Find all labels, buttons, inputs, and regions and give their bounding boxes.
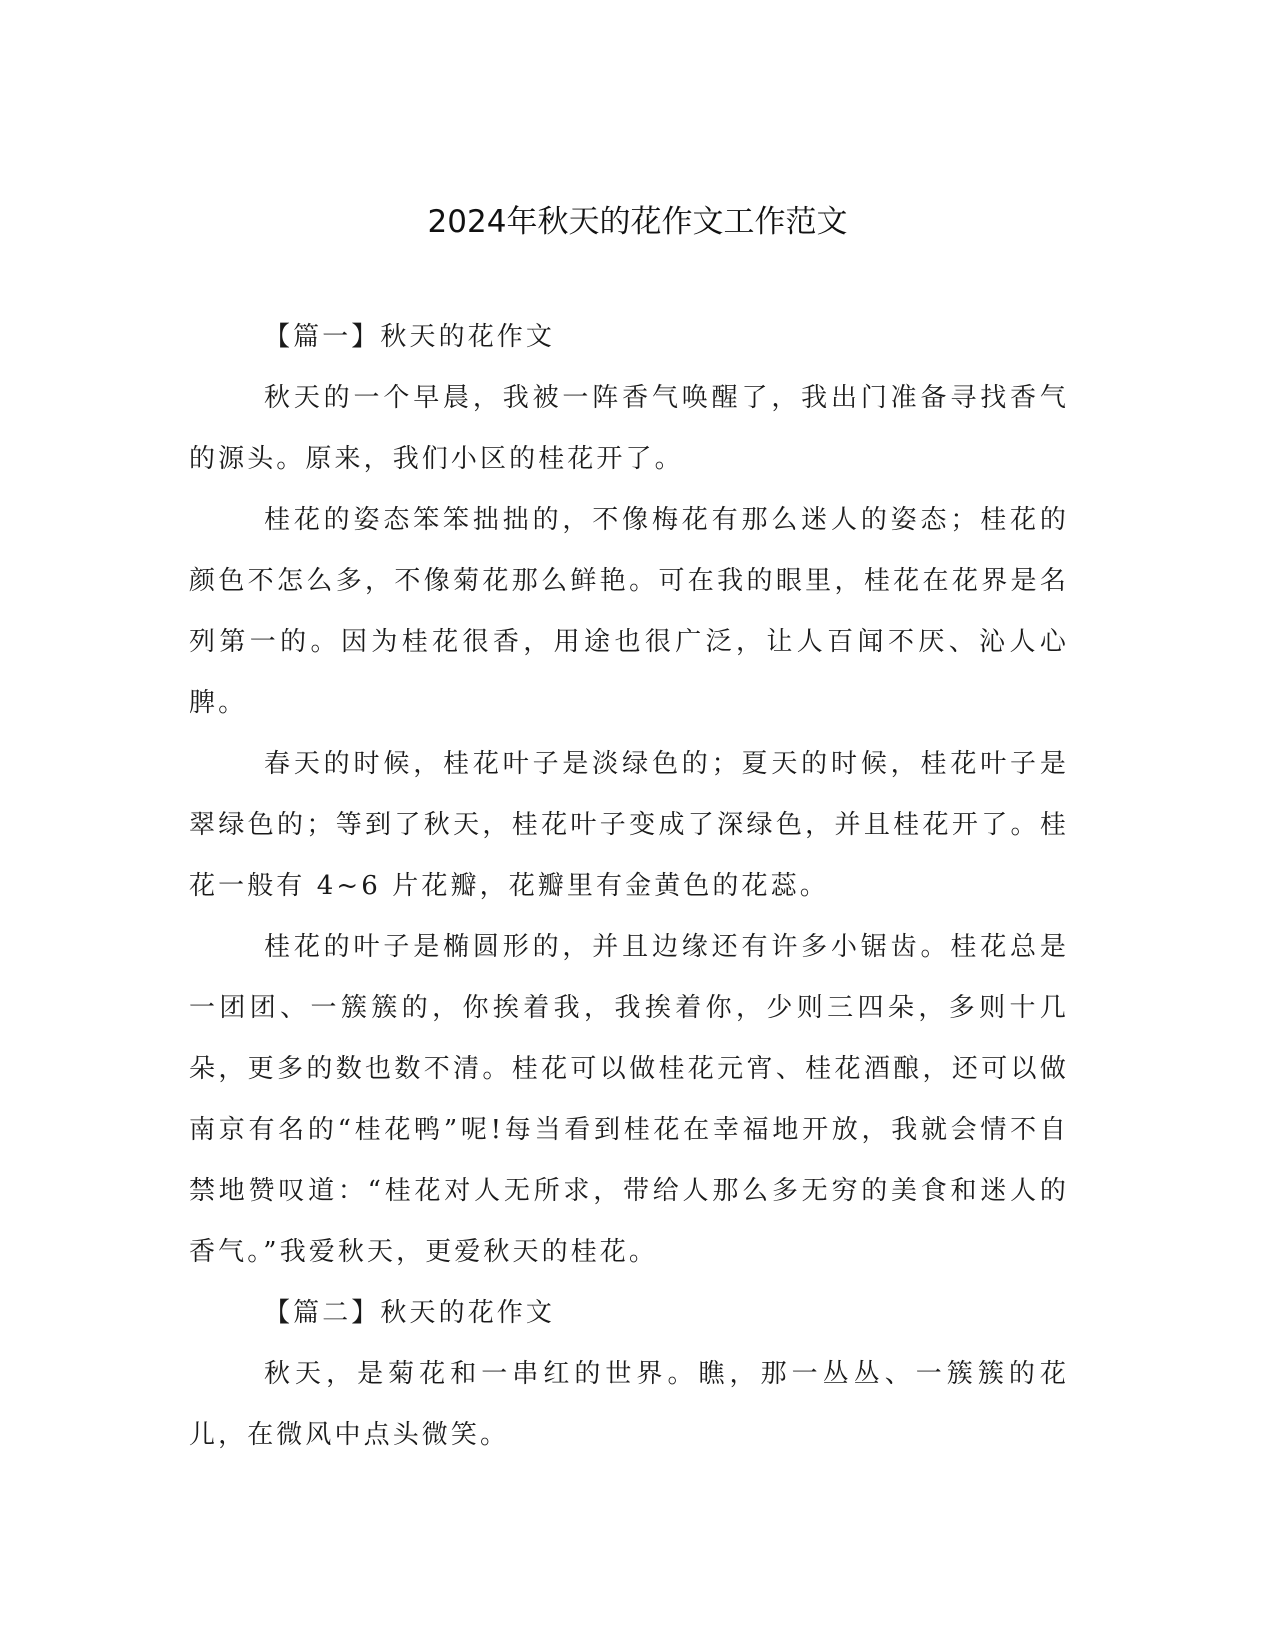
paragraph: 桂花的姿态笨笨拙拙的，不像梅花有那么迷人的姿态；桂花的颜色不怎么多，不像菊花那么鲜艳。可在我的眼里，桂花在花界是名列第一的。因为桂花很香，用途也很广泛，让人百闻不厌、沁人心脾。 — [189, 505, 1069, 718]
document-title: 2024年秋天的花作文工作范文 — [427, 204, 848, 240]
paragraph: 秋天的一个早晨，我被一阵香气唤醒了，我出门准备寻找香气的源头。原来，我们小区的桂花开了。 — [189, 383, 1069, 474]
section-heading-1: 【篇一】秋天的花作文 — [264, 322, 556, 352]
paragraph: 春天的时候，桂花叶子是淡绿色的；夏天的时候，桂花叶子是翠绿色的；等到了秋天，桂花叶子变成了深绿色，并且桂花开了。桂花一般有 4~6 片花瓣，花瓣里有金黄色的花蕊。 — [189, 749, 1069, 901]
document-body — [189, 307, 1069, 1466]
paragraph: 秋天，是菊花和一串红的世界。瞧，那一丛丛、一簇簇的花儿，在微风中点头微笑。 — [189, 1359, 1069, 1450]
section-heading-2: 【篇二】秋天的花作文 — [264, 1298, 556, 1328]
paragraph: 桂花的叶子是椭圆形的，并且边缘还有许多小锯齿。桂花总是一团团、一簇簇的，你挨着我，我挨着你，少则三四朵，多则十几朵，更多的数也数不清。桂花可以做桂花元宵、桂花酒酿，还可以做南京有名的“桂花鸭”呢!每当看到桂花在幸福地开放，我就会情不自禁地赞叹道：“桂花对人无所求，带给人那么多无穷的美食和迷人的香气。”我爱秋天，更爱秋天的桂花。 — [189, 932, 1069, 1267]
